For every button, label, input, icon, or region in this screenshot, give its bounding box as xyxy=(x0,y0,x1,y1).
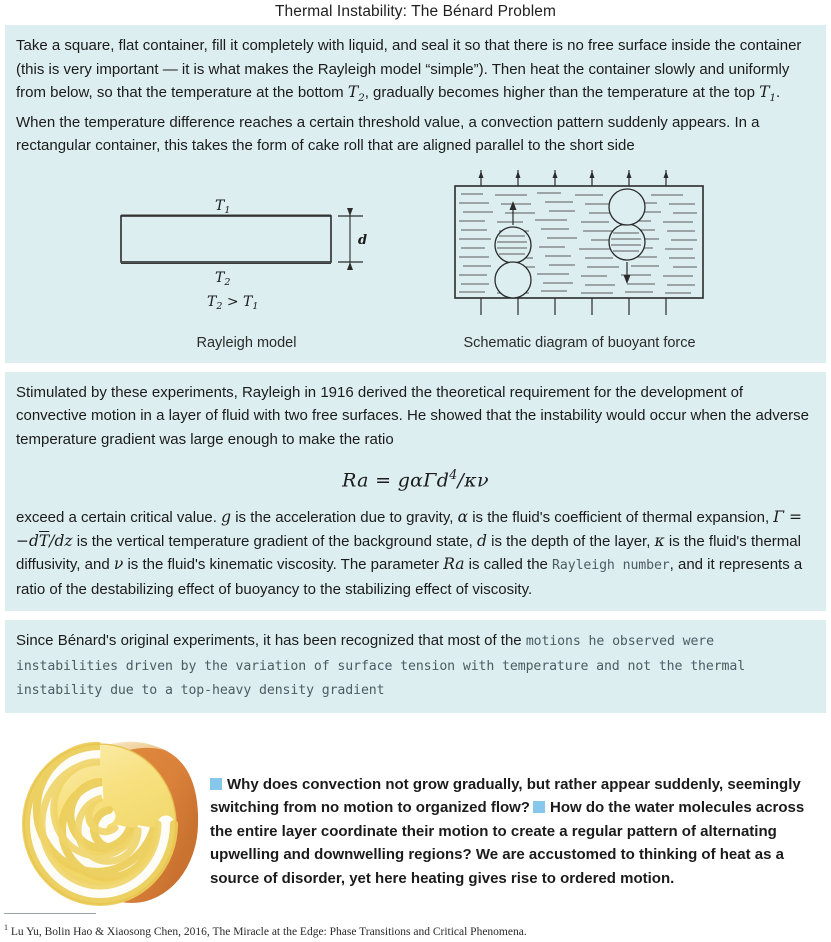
term-rayleigh-number: Rayleigh number xyxy=(552,558,670,574)
symbol-gamma-definition: $\Gamma = -d\overline{T}/dz$ xyxy=(16,508,802,550)
symbol-kappa: κ xyxy=(654,531,665,550)
expl-text-1: exceed a certain critical value. xyxy=(16,509,222,527)
expl-text-3: is the fluid's coefficient of thermal expansion, xyxy=(468,509,774,527)
figure-caption-rayleigh: Rayleigh model xyxy=(196,334,297,351)
parcel-left-cold xyxy=(495,262,531,298)
bottom-ticks xyxy=(481,298,666,315)
rayleigh-model-diagram xyxy=(107,170,387,320)
symbol-g: g xyxy=(221,508,232,527)
swiss-roll-illustration xyxy=(14,728,210,918)
figure-caption-buoyant: Schematic diagram of buoyant force xyxy=(463,334,696,351)
expl-text-7: is the fluid's kinematic viscosity. The parameter xyxy=(123,556,444,574)
questions-block xyxy=(210,728,821,891)
symbol-T2: $T_2$ xyxy=(347,83,365,105)
panel-rayleigh-number xyxy=(5,372,826,612)
rayleigh-number-formula xyxy=(16,467,815,491)
bullet-square-icon-1 xyxy=(210,778,222,790)
symbol-alpha: α xyxy=(457,508,469,527)
page-title: Thermal Instability: The Bénard Problem xyxy=(274,3,556,20)
panel-intro xyxy=(5,25,826,363)
figure-buoyant-force xyxy=(435,170,725,351)
footnote xyxy=(4,923,527,938)
expl-text-4: is the vertical temperature gradient of the background state, xyxy=(72,532,477,550)
symbol-d: d xyxy=(477,531,487,550)
parcel-right-cold xyxy=(609,224,645,260)
formula-slash: / xyxy=(457,469,465,492)
expl-text-6: is the fluid's thermal diffusivity, and xyxy=(16,532,801,574)
cake-roll-image xyxy=(14,728,210,918)
intro-paragraph xyxy=(16,34,815,158)
formula-exponent: 4 xyxy=(449,467,458,483)
expl-text-5: is the depth of the layer, xyxy=(486,532,655,550)
question-2: How do the water molecules across the entire layer coordinate their motion to create a regular pattern of alternating upwelling and downwelling regions? We are accustomed to thinking of heat as a source of disorder, yet here heating gives rise to ordered motion. xyxy=(210,799,805,887)
expl-text-2: is the acceleration due to gravity, xyxy=(231,509,458,527)
depth-label: d xyxy=(357,232,367,248)
intro-text-part1: Take a square, flat container, fill it completely with liquid, and seal it so that there is no free surface inside the container (this is very important — it is what makes the Rayleigh model “simple”). Then heat the container slowly and uniformly from below, so that the temperature at the bottom xyxy=(16,37,802,101)
footnote-text: Lu Yu, Bolin Hao & Xiaosong Chen, 2016, The Miracle at the Edge: Phase Transitions and Critical Phenomena. xyxy=(10,926,527,938)
surface-tension-paragraph xyxy=(16,629,815,703)
symbol-Ra: Ra xyxy=(443,555,465,574)
question-1: Why does convection not grow gradually, but rather appear suddenly, seemingly switching from no motion to organized flow? xyxy=(210,775,801,817)
panel-surface-tension xyxy=(5,620,826,713)
formula-lhs: Ra xyxy=(342,469,369,492)
expl-text-9: , and it represents a ratio of the destabilizing effect of buoyancy to the stabilizing effect of viscosity. xyxy=(16,556,803,598)
formula-numerator: gαΓd xyxy=(397,469,450,492)
formula-equals: = xyxy=(375,469,392,492)
intro-text-part2: , gradually becomes higher than the temperature at the top xyxy=(364,84,760,101)
label-T1: $T_1$ xyxy=(214,197,230,216)
label-T2: $T_2$ xyxy=(214,269,230,288)
bullet-square-icon-2 xyxy=(533,801,545,813)
intro-text-part3: . When the temperature difference reaches a certain threshold value, a convection pattern suddenly appears. In a rectangular container, this takes the form of cake roll that are aligned parallel to the short side xyxy=(16,84,781,155)
expl-text-8: is called the xyxy=(464,556,553,574)
symbol-T1: $T_1$ xyxy=(759,83,776,105)
buoyant-force-diagram xyxy=(435,170,725,320)
rayleigh-explanation-paragraph xyxy=(16,506,815,601)
surface-tension-lead: Since Bénard's original experiments, it has been recognized that most of the xyxy=(16,632,526,650)
top-ticks xyxy=(481,170,666,186)
label-relation: $T_2 > T_1$ xyxy=(206,293,258,312)
footnote-marker: 1 xyxy=(4,923,8,933)
rayleigh-intro-paragraph: Stimulated by these experiments, Rayleigh in 1916 derived the theoretical requirement for the development of convective motion in a layer of fluid with two free surfaces. He showed that the instability would occur when the adverse temperature gradient was large enough to make the ratio xyxy=(16,383,809,448)
parcel-left-hot xyxy=(495,227,531,263)
bottom-section xyxy=(0,722,831,918)
figure-rayleigh-model xyxy=(107,170,387,351)
parcel-right-hot xyxy=(609,189,645,225)
figure-row xyxy=(16,170,815,353)
surface-tension-mono: motions he observed were instabilities driven by the variation of surface tension with temperature and not the thermal instability due to a top-heavy density gradient xyxy=(16,634,746,699)
formula-denominator: κν xyxy=(464,469,489,492)
symbol-nu: ν xyxy=(113,555,124,574)
footnote-divider xyxy=(4,913,96,914)
